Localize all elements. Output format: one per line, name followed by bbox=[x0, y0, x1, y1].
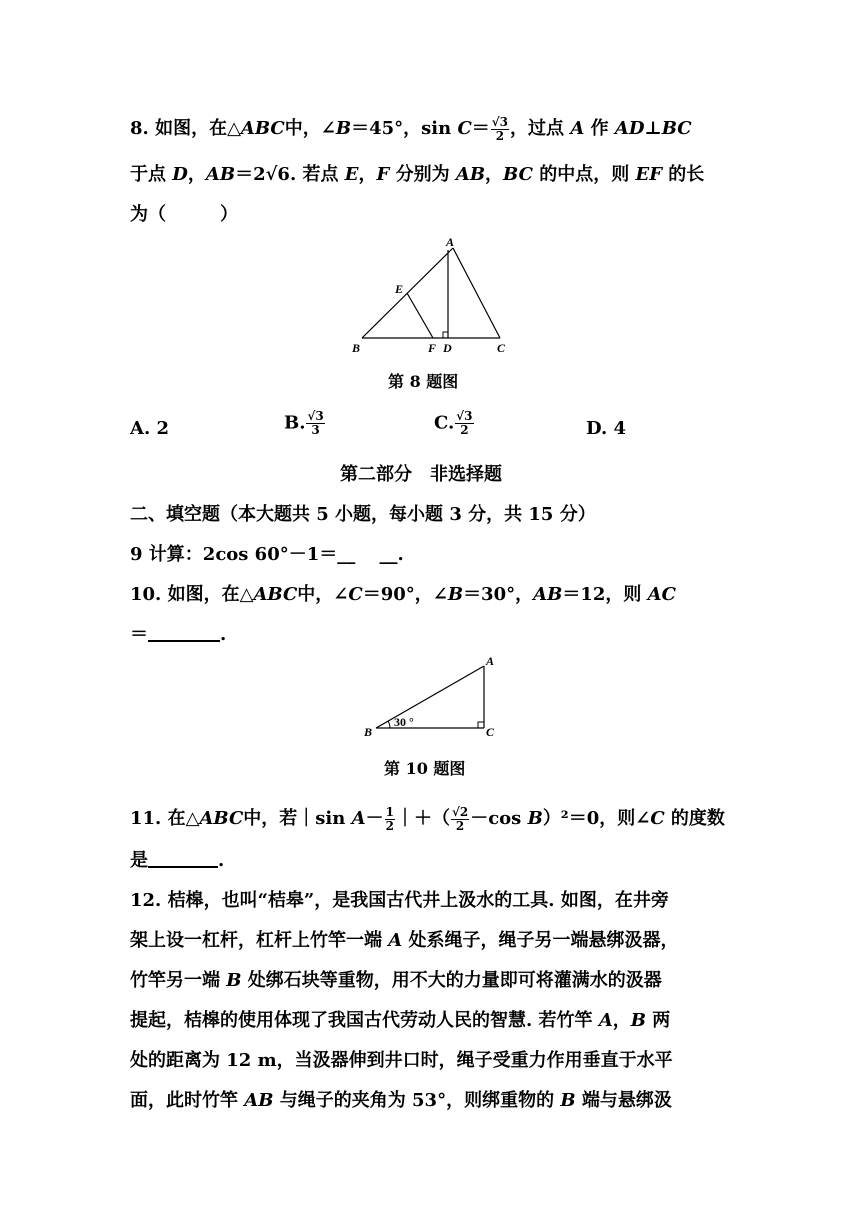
q8-text: ，过点 bbox=[510, 118, 565, 139]
q12-text: 面，此时竹竿 bbox=[130, 1090, 238, 1111]
fraction-numerator: √2 bbox=[451, 804, 469, 819]
q8-number: 8. bbox=[130, 118, 149, 139]
option-b bbox=[284, 410, 326, 437]
side-ba bbox=[376, 666, 484, 728]
q8-text: 分别为 bbox=[395, 164, 450, 185]
q10-var: AB bbox=[533, 584, 563, 605]
q12-text: 处系绳子，绳子另一端悬绑汲器， bbox=[408, 930, 679, 951]
q8-var: A bbox=[570, 118, 585, 139]
q12-text: 处绑石块等重物，用不大的力量即可将灌满水的汲器 bbox=[247, 970, 662, 991]
fraction-denominator: 2 bbox=[495, 128, 505, 143]
q10-text: ＝30°， bbox=[463, 584, 534, 605]
q11-text: 的度数 bbox=[670, 808, 725, 829]
q12-line3 bbox=[130, 966, 662, 992]
q10-caption: 第 10 题图 bbox=[384, 759, 466, 778]
q10-var: AC bbox=[647, 584, 676, 605]
q8-text: ＝2√6. 若点 bbox=[235, 164, 339, 185]
q8-text: ， bbox=[187, 164, 206, 185]
fraction-denominator: 2 bbox=[460, 423, 469, 437]
q8-line2 bbox=[130, 160, 704, 186]
q12-var: B bbox=[560, 1090, 576, 1111]
q8-var: AB bbox=[205, 164, 236, 185]
q10-text: ＝ bbox=[130, 624, 148, 645]
segment-ef bbox=[407, 293, 433, 338]
q11-var: B bbox=[527, 808, 543, 829]
side-ac bbox=[453, 248, 500, 338]
q10-text: ＝90°，∠ bbox=[362, 584, 448, 605]
q10-var: ABC bbox=[253, 584, 298, 605]
q12-line2 bbox=[130, 926, 679, 952]
q8-text: 的长 bbox=[668, 164, 705, 185]
q11-text: － bbox=[365, 808, 384, 829]
q8-var: F bbox=[376, 164, 390, 185]
part2-title: 第二部分 非选择题 bbox=[340, 464, 502, 485]
fraction-numerator: √3 bbox=[307, 409, 324, 423]
q10-text: 10. 如图，在△ bbox=[130, 584, 254, 605]
q11-text: 是 bbox=[130, 850, 148, 871]
q8-var: ABC bbox=[240, 118, 285, 139]
q8-text: ， bbox=[358, 164, 377, 185]
angle-label: 30 ° bbox=[394, 715, 414, 729]
q12-line5: 处的距离为 12 m，当汲器伸到井口时，绳子受重力作用垂直于水平 bbox=[130, 1050, 673, 1071]
q12-text: 竹竿另一端 bbox=[130, 970, 220, 991]
q11-text: . bbox=[218, 850, 225, 871]
q11-var: C bbox=[650, 808, 665, 829]
q11-fraction-root2 bbox=[451, 806, 469, 833]
q8-text: 于点 bbox=[130, 164, 166, 185]
q12-text: 与绳子的夹角为 53°，则绑重物的 bbox=[279, 1090, 555, 1111]
q8-text: 作 bbox=[590, 118, 609, 139]
q8-line1 bbox=[130, 114, 692, 143]
q12-var: A bbox=[388, 930, 403, 951]
q12-line1: 12. 桔槔，也叫“桔皋”，是我国古代井上汲水的工具. 如图，在井旁 bbox=[130, 890, 669, 911]
label-e: E bbox=[395, 282, 404, 296]
q9-line: 9 计算：2cos 60°－1＝__ __. bbox=[130, 544, 404, 565]
label-b: B bbox=[352, 341, 361, 355]
label-c: C bbox=[486, 725, 495, 738]
q8-var: AD⊥BC bbox=[614, 118, 692, 139]
q8-line3: 为（ ） bbox=[130, 204, 238, 225]
fraction-denominator: 2 bbox=[455, 818, 465, 833]
q12-text: 架上设一杠杆，杠杆上竹竿一端 bbox=[130, 930, 382, 951]
q8-var: E bbox=[344, 164, 359, 185]
q8-var: BC bbox=[503, 164, 533, 185]
q12-text: 两 bbox=[652, 1010, 671, 1031]
q8-figure bbox=[345, 236, 515, 356]
q12-text: 提起，桔槔的使用体现了我国古代劳动人民的智慧. 若竹竿 bbox=[130, 1010, 593, 1031]
q10-text: . bbox=[220, 624, 227, 645]
q11-fraction-half bbox=[385, 806, 395, 833]
q8-var: EF bbox=[635, 164, 662, 185]
answer-blank[interactable] bbox=[148, 624, 220, 642]
q11-var: ABC bbox=[199, 808, 244, 829]
q10-figure bbox=[360, 652, 510, 738]
q8-var: D bbox=[172, 164, 188, 185]
label-b: B bbox=[364, 725, 373, 738]
q11-text: ）²＝0，则∠ bbox=[542, 808, 651, 829]
q12-var: B bbox=[630, 1010, 646, 1031]
fraction-denominator: 3 bbox=[311, 423, 320, 437]
q11-var: A bbox=[351, 808, 366, 829]
q8-var: C bbox=[457, 118, 472, 139]
option-b-label: B. bbox=[284, 412, 306, 434]
q11-text: －cos bbox=[470, 808, 522, 829]
label-f: F bbox=[428, 341, 437, 355]
q12-var: A bbox=[598, 1010, 613, 1031]
q8-fraction bbox=[491, 116, 509, 143]
fraction-denominator: 2 bbox=[385, 818, 394, 833]
q8-text: ＝ bbox=[471, 118, 490, 139]
q10-text: ＝12，则 bbox=[562, 584, 642, 605]
angle-arc bbox=[388, 721, 390, 728]
q12-line4 bbox=[130, 1006, 670, 1032]
q10-var: B bbox=[447, 584, 464, 605]
fraction-numerator: 1 bbox=[385, 804, 394, 819]
q8-text: ， bbox=[485, 164, 504, 185]
q12-text: 端与悬绑汲 bbox=[581, 1090, 672, 1111]
right-angle-mark bbox=[443, 332, 448, 338]
q11-line2 bbox=[130, 846, 224, 872]
q12-var: AB bbox=[244, 1090, 274, 1111]
fraction-numerator: √3 bbox=[456, 409, 473, 423]
q11-text: 中，若｜sin bbox=[243, 808, 346, 829]
q12-text: ， bbox=[612, 1010, 631, 1031]
label-a: A bbox=[486, 654, 495, 668]
q8-var: AB bbox=[455, 164, 486, 185]
q12-var: B bbox=[226, 970, 242, 991]
option-d: D. 4 bbox=[586, 418, 627, 439]
answer-blank[interactable] bbox=[148, 850, 218, 868]
q8-text: 如图，在△ bbox=[155, 118, 241, 139]
label-d: D bbox=[443, 341, 452, 355]
option-c-label: C. bbox=[434, 412, 455, 434]
q8-caption: 第 8 题图 bbox=[388, 372, 459, 391]
q10-line2 bbox=[130, 620, 226, 646]
q12-line6 bbox=[130, 1086, 672, 1112]
q8-text: 的中点，则 bbox=[539, 164, 630, 185]
q8-text: ＝45°，sin bbox=[351, 118, 452, 139]
q8-text: 中，∠ bbox=[284, 118, 336, 139]
q10-text: 中，∠ bbox=[297, 584, 349, 605]
q10-line1 bbox=[130, 580, 676, 606]
option-c bbox=[434, 410, 475, 437]
fraction-numerator: √3 bbox=[491, 114, 509, 129]
q11-line1 bbox=[130, 804, 725, 833]
q8-var: B bbox=[335, 118, 352, 139]
section2-heading: 二、填空题（本大题共 5 小题，每小题 3 分，共 15 分） bbox=[130, 504, 596, 525]
right-angle-mark bbox=[478, 722, 484, 728]
q11-text: ｜＋（ bbox=[395, 808, 450, 829]
label-c: C bbox=[497, 341, 506, 355]
option-b-fraction bbox=[306, 410, 324, 437]
q10-var: C bbox=[348, 584, 363, 605]
option-c-fraction bbox=[455, 410, 473, 437]
q11-text: 11. 在△ bbox=[130, 808, 200, 829]
label-a: A bbox=[446, 236, 455, 249]
option-a: A. 2 bbox=[130, 418, 170, 439]
